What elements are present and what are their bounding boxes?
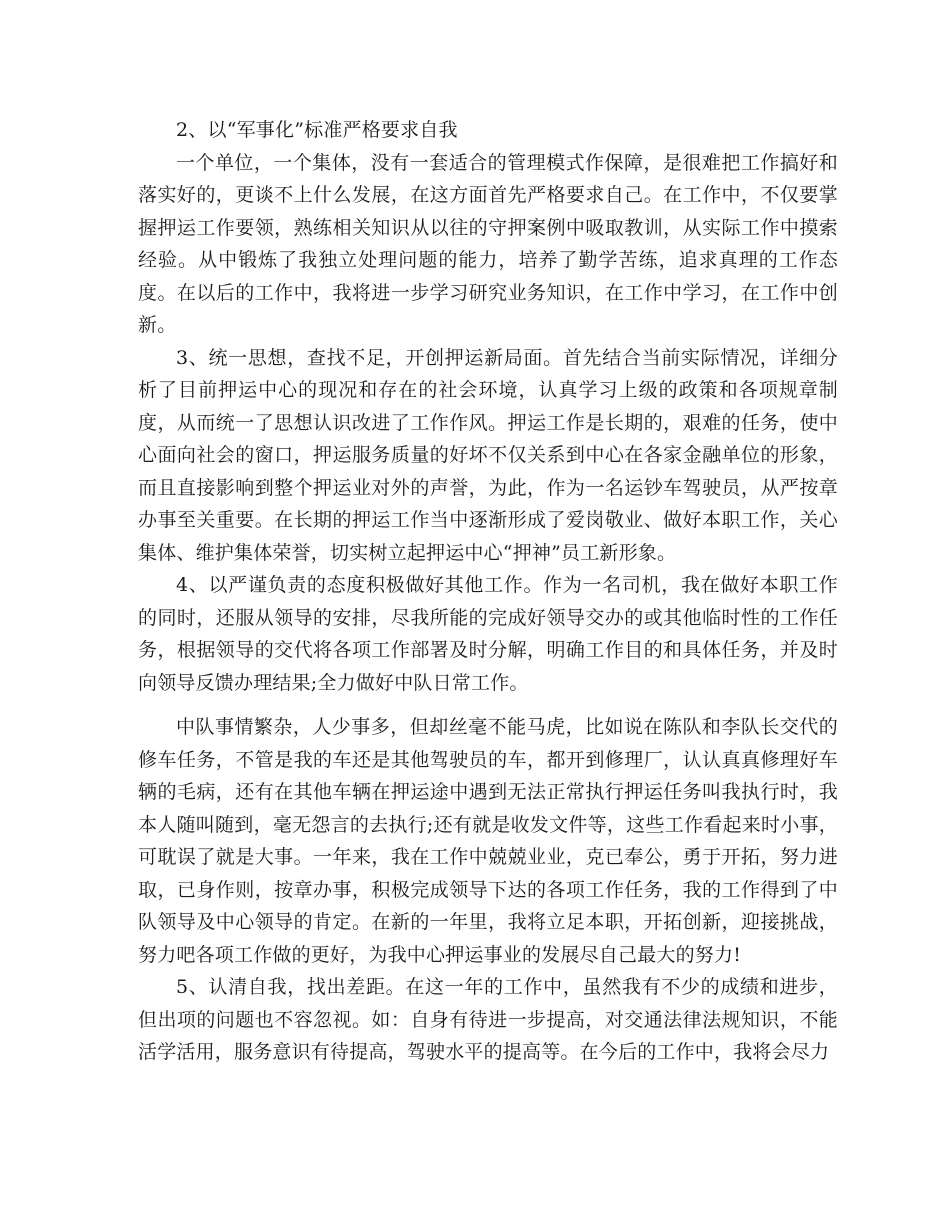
paragraph-squad-affairs: 中队事情繁杂，人少事多，但却丝毫不能马虎，比如说在陈队和李队长交代的修车任务，不管是我的车还是其他驾驶员的车，都开到修理厂，认认真真修理好车辆的毛病，还有在其他车辆在押运途中遇到无法正常执行押运任务叫我执行时，我本人随叫随到，毫无怨言的去执行;还有就是收发文件等，这些工作看起来时小事，可耽误了就是大事。一年来，我在工作中兢兢业业，克已奉公，勇于开拓，努力进取，已身作则，按章办事，积极完成领导下达的各项工作任务，我的工作得到了中队领导及中心领导的肯定。在新的一年里，我将立足本职，开拓创新，迎接挑战，努力吧各项工作做的更好，为我中心押运事业的发展尽自己最大的努力! xyxy=(138,716,838,966)
paragraph-management: 一个单位，一个集体，没有一套适合的管理模式作保障，是很难把工作搞好和落实好的，更谈不上什么发展，在这方面首先严格要求自己。在工作中，不仅要掌握押运工作要领，熟练相关知识从以往的守押案例中吸取教训，从实际工作中摸索经验。从中锻炼了我独立处理问题的能力，培养了勤学苦练，追求真理的工作态度。在以后的工作中，我将进一步学习研究业务知识，在工作中学习，在工作中创新。 xyxy=(138,151,838,336)
paragraph-section-3: 3、统一思想，查找不足，开创押运新局面。首先结合当前实际情况，详细分析了目前押运中心的现况和存在的社会环境，认真学习上级的政策和各项规章制度，从而统一了思想认识改进了工作作风。押运工作是长期的，艰难的任务，使中心面向社会的窗口，押运服务质量的好坏不仅关系到中心在各家金融单位的形象，而且直接影响到整个押运业对外的声誉，为此，作为一名运钞车驾驶员，从严按章办事至关重要。在长期的押运工作当中逐渐形成了爱岗敬业、做好本职工作，关心集体、维护集体荣誉，切实树立起押运中心“押神”员工新形象。 xyxy=(138,346,838,564)
section-heading-2: 2、以“军事化”标准严格要求自我 xyxy=(176,119,458,141)
document-body xyxy=(138,114,838,1069)
paragraph-spacer xyxy=(138,699,838,711)
paragraph-section-4: 4、以严谨负责的态度积极做好其他工作。作为一名司机，我在做好本职工作的同时，还服从领导的安排，尽我所能的完成好领导交办的或其他临时性的工作任务，根据领导的交代将各项工作部署及时分解，明确工作目的和具体任务，并及时向领导反馈办理结果;全力做好中队日常工作。 xyxy=(138,574,838,694)
paragraph-section-5: 5、认清自我，找出差距。在这一年的工作中，虽然我有不少的成绩和进步，但出项的问题也不容忽视。如：自身有待进一步提高，对交通法律法规知识，不能活学活用，服务意识有待提高，驾驶水平的提高等。在今后的工作中，我将会尽力 xyxy=(138,976,838,1063)
